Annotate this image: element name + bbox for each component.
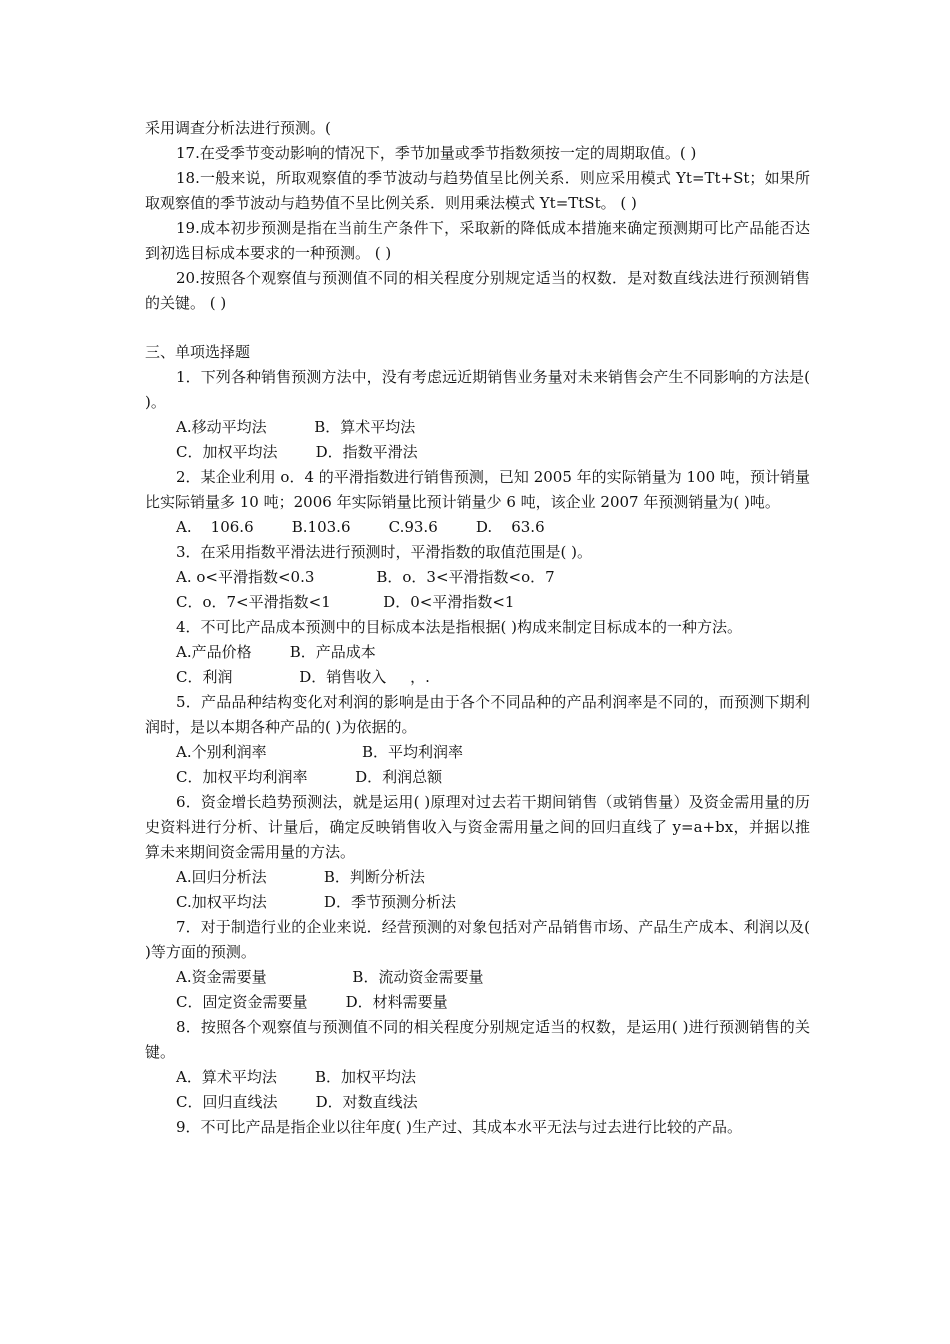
option-row: A.回归分析法 B．判断分析法 [176,868,425,886]
question-text: 4．不可比产品成本预测中的目标成本法是指根据( )构成来制定目标成本的一种方法。 [176,618,743,636]
option-row: A. o<平滑指数<0.3 B．o．3<平滑指数<o．7 [176,568,555,586]
judgement-item: 17.在受季节变动影响的情况下，季节加量或季节指数须按一定的周期取值。( ) [176,144,697,162]
intro-line: 采用调查分析法进行预测。( [145,119,331,137]
question-1 [145,365,810,465]
question-text: 8．按照各个观察值与预测值不同的相关程度分别规定适当的权数，是运用( )进行预测销售的关键。 [145,1018,810,1061]
judgement-item: 18.一般来说，所取观察值的季节波动与趋势值呈比例关系．则应采用模式 Yt=Tt+St；如果所取观察值的季节波动与趋势值不呈比例关系．则用乘法模式 Yt=TtSt。 ( ) [145,169,810,212]
option-row: C.加权平均法 D．季节预测分析法 [176,893,456,911]
question-9 [145,1115,810,1140]
option-row: A.移动平均法 B．算术平均法 [176,418,416,436]
page-content [145,116,810,1140]
judgement-item: 19.成本初步预测是指在当前生产条件下，采取新的降低成本措施来确定预测期可比产品能否达到初选目标成本要求的一种预测。 ( ) [145,219,810,262]
question-text: 9．不可比产品是指企业以往年度( )生产过、其成本水平无法与过去进行比较的产品。 [176,1118,743,1136]
question-2 [145,465,810,540]
option-row: C．加权平均利润率 D．利润总额 [176,768,443,786]
section-title: 三、单项选择题 [145,343,251,361]
option-row: C．o．7<平滑指数<1 D．0<平滑指数<1 [176,593,515,611]
judgement-list [145,141,810,316]
option-row: C．回归直线法 D．对数直线法 [176,1093,418,1111]
question-list [145,365,810,1140]
question-text: 6．资金增长趋势预测法，就是运用( )原理对过去若干期间销售（或销售量）及资金需用量的历史资料进行分析、计量后，确定反映销售收入与资金需用量之间的回归直线了 y=a+bx，并据以推算未来期间资金需用量的方法。 [145,793,810,861]
option-row: A．算术平均法 B．加权平均法 [176,1068,417,1086]
spacer [145,316,810,340]
option-row: C．利润 D．销售收入 ，. [176,668,430,686]
question-3 [145,540,810,615]
question-text: 7．对于制造行业的企业来说．经营预测的对象包括对产品销售市场、产品生产成本、利润以及( )等方面的预测。 [145,918,810,961]
question-text: 2．某企业利用 o．4 的平滑指数进行销售预测，已知 2005 年的实际销量为 100 吨，预计销量比实际销量多 10 吨；2006 年实际销量比预计销量少 6 吨，该企业 2007 年预测销量为( )吨。 [145,468,810,511]
judgement-item: 20.按照各个观察值与预测值不同的相关程度分别规定适当的权数．是对数直线法进行预测销售的关键。 ( ) [145,269,810,312]
option-row: A.资金需要量 B．流动资金需要量 [176,968,484,986]
question-5 [145,690,810,790]
option-row: C．固定资金需要量 D．材料需要量 [176,993,448,1011]
question-text: 1．下列各种销售预测方法中，没有考虑远近期销售业务量对未来销售会产生不同影响的方法是( )。 [145,368,810,411]
question-text: 3．在采用指数平滑法进行预测时，平滑指数的取值范围是( )。 [176,543,593,561]
question-4 [145,615,810,690]
option-row: A. 106.6 B.103.6 C.93.6 D. 63.6 [176,518,545,536]
option-row: A.个别利润率 B．平均利润率 [176,743,463,761]
question-text: 5．产品品种结构变化对利润的影响是由于各个不同品种的产品利润率是不同的，而预测下期利润时，是以本期各种产品的( )为依据的。 [145,693,810,736]
question-7 [145,915,810,1015]
question-8 [145,1015,810,1115]
question-6 [145,790,810,915]
option-row: A.产品价格 B．产品成本 [176,643,376,661]
option-row: C．加权平均法 D．指数平滑法 [176,443,418,461]
